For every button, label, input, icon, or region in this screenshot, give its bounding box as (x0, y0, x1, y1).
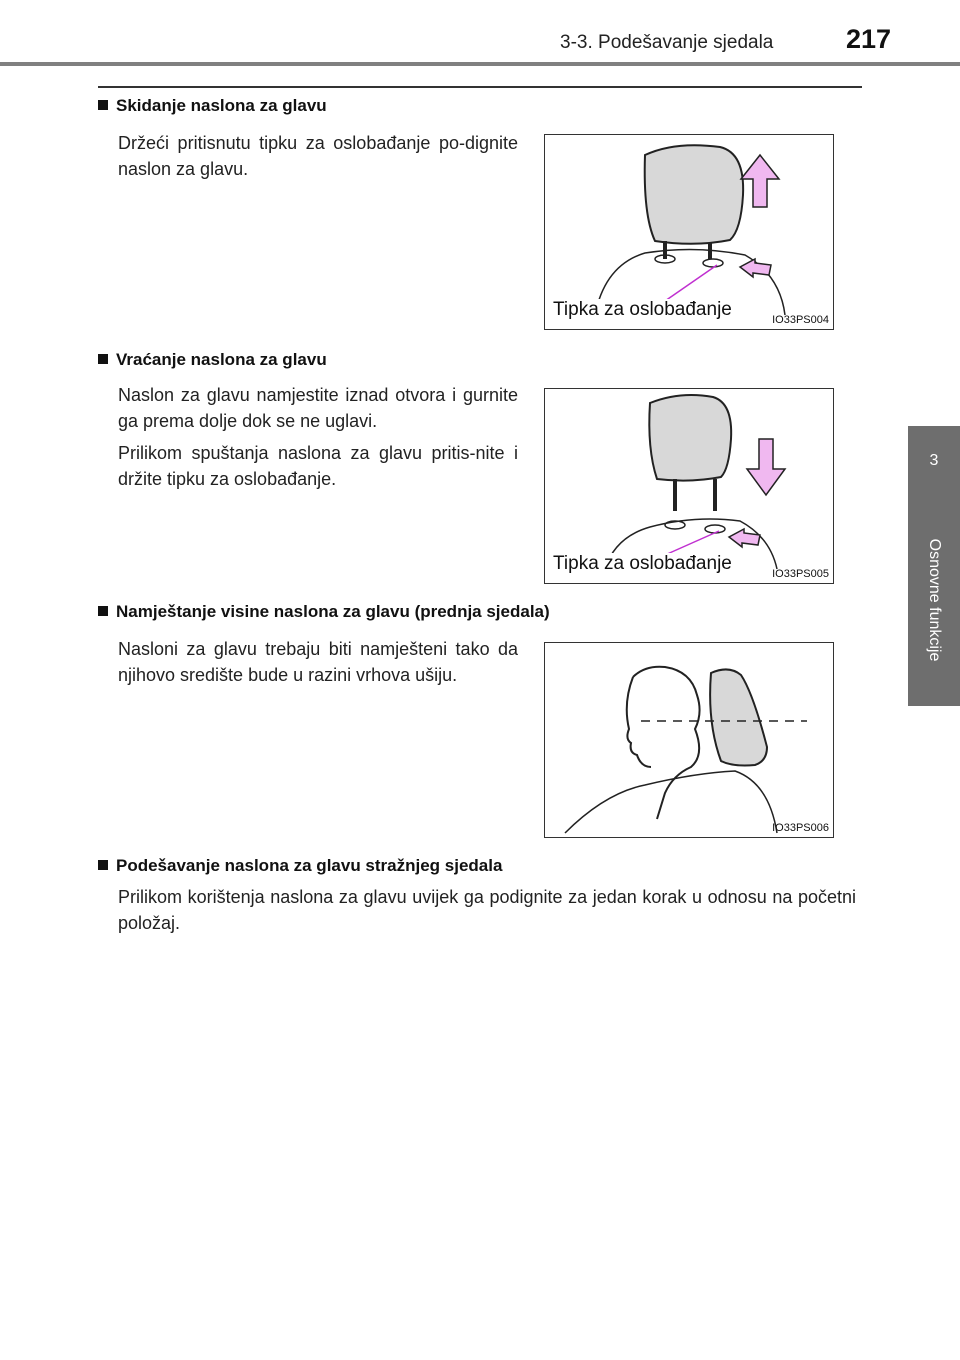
page-header (0, 0, 960, 64)
pointer-line (665, 531, 719, 555)
headrest-height-illustration (545, 643, 834, 838)
guide-right (705, 525, 725, 533)
press-arrow-icon (740, 259, 771, 277)
header-rule (0, 62, 960, 66)
face-outline (627, 677, 651, 767)
headrest-shape (710, 669, 767, 765)
figure-code: IO33PS005 (772, 568, 829, 580)
section-text-reinstall-2: Prilikom spuštanja naslona za glavu pritis-nite i držite tipku za oslobađanje. (118, 443, 518, 489)
section-heading-rear-seat: Podešavanje naslona za glavu stražnjeg sjedala (98, 856, 502, 876)
up-arrow-icon (741, 155, 779, 207)
figure-callout-release-button: Tipka za oslobađanje (553, 553, 732, 574)
header-section-title: 3-3. Podešavanje sjedala (560, 32, 774, 53)
figure-headrest-reinstall (544, 388, 834, 584)
chapter-tab-number: 3 (929, 452, 939, 469)
figure-headrest-removal (544, 134, 834, 330)
section-heading-reinstall: Vraćanje naslona za glavu (98, 350, 327, 370)
page-number: 217 (846, 24, 892, 54)
figure-callout-release-button: Tipka za oslobađanje (553, 299, 732, 320)
pointer-line (665, 265, 717, 301)
section-heading-height-adjust: Namještanje visine naslona za glavu (prednja sjedala) (98, 602, 550, 622)
head-profile-outline (633, 667, 700, 819)
figure-code: IO33PS004 (772, 314, 829, 326)
down-arrow-icon (747, 439, 785, 495)
section-text-reinstall-1: Naslon za glavu namjestite iznad otvora i gurnite ga prema dolje dok se ne uglavi. (118, 385, 518, 431)
section-text-rear-seat: Prilikom korištenja naslona za glavu uvijek ga podignite za jedan korak u odnosu na početni položaj. (118, 887, 856, 933)
section-heading-removal: Skidanje naslona za glavu (98, 96, 327, 116)
headrest-shape (645, 145, 743, 244)
section-text-removal: Držeći pritisnutu tipku za oslobađanje po-dignite naslon za glavu. (118, 133, 518, 179)
shoulder-seat-outline (565, 771, 777, 833)
section-text-height-adjust: Nasloni za glavu trebaju biti namješteni tako da njihovo središte bude u razini vrhova ušiju. (118, 639, 518, 685)
figure-code: IO33PS006 (772, 822, 829, 834)
figure-headrest-height (544, 642, 834, 838)
content-top-rule (98, 86, 862, 88)
chapter-tab-label: Osnovne funkcije (926, 538, 943, 662)
headrest-shape (649, 395, 731, 481)
guide-right (703, 259, 723, 267)
